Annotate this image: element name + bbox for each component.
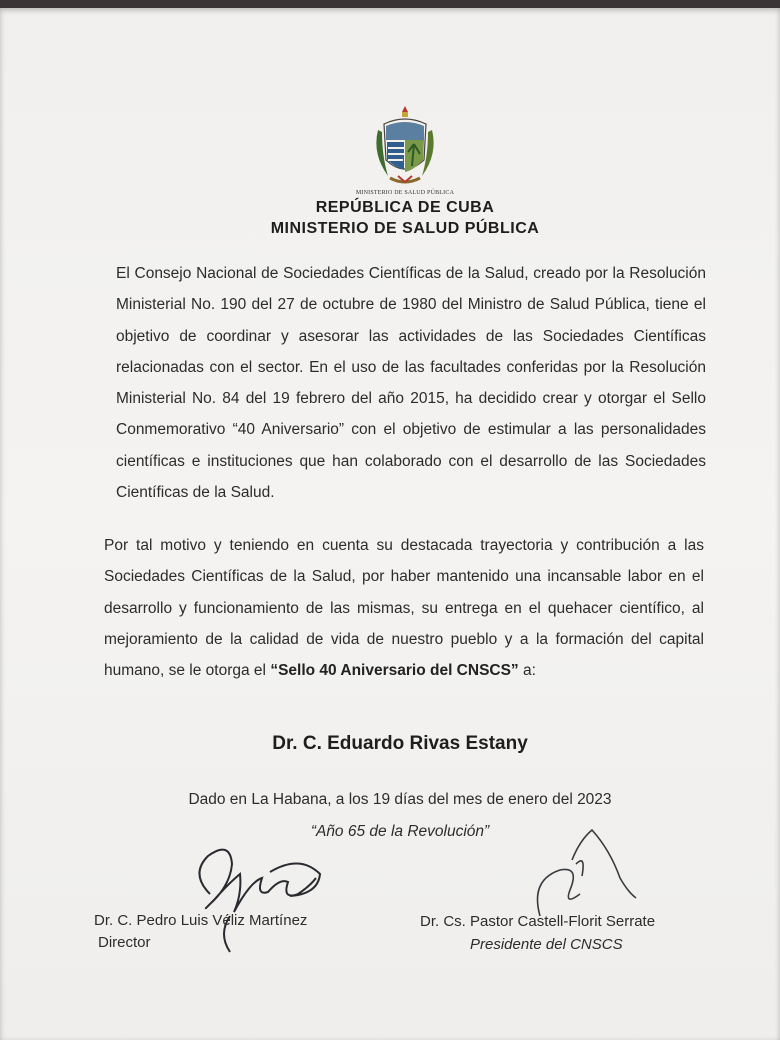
signature-1-image [170, 834, 340, 954]
signatory-1-name: Dr. C. Pedro Luis Véliz Martínez [94, 912, 308, 929]
document-page [0, 8, 780, 1040]
honoree-name: Dr. C. Eduardo Rivas Estany [272, 733, 528, 754]
coat-of-arms-icon [368, 104, 442, 190]
paragraph-2-text: Por tal motivo y teniendo en cuenta su destacada trayectoria y contribución a las Sociedades Científicas de la Salud, por haber mantenido una incansable labor en el desarrollo y funcionamiento de las mismas, su entrega en el quehacer científico, al mejoramiento de la calidad de vida de nuestro pueblo y a la formación del capital humano, se le otorga el [104, 537, 704, 680]
signatory-1-role: Director [98, 934, 151, 951]
country-heading: REPÚBLICA DE CUBA [315, 199, 495, 216]
crest-caption: MINISTERIO DE SALUD PÚBLICA [355, 190, 455, 196]
year-motto: “Año 65 de la Revolución” [310, 823, 490, 840]
signatory-2-name: Dr. Cs. Pastor Castell-Florit Serrate [420, 913, 656, 930]
body-paragraph-2 [104, 530, 704, 686]
body-paragraph-1: El Consejo Nacional de Sociedades Científicas de la Salud, creado por la Resolución Ministerial No. 190 del 27 de octubre de 1980 del Ministro de Salud Pública, tiene el objetivo de coordinar y asesorar las actividades de las Sociedades Científicas relacionadas con el sector. En el uso de las facultades conferidas por la Resolución Ministerial No. 84 del 19 febrero del año 2015, ha decidido crear y otorgar el Sello Conmemorativo “40 Aniversario” con el objetivo de estimular a las personalidades científicas e instituciones que han colaborado con el desarrollo de las Sociedades Científicas de la Salud. [116, 265, 706, 502]
award-name: “Sello 40 Aniversario del CNSCS” [270, 662, 519, 680]
place-date: Dado en La Habana, a los 19 días del mes de enero del 2023 [188, 791, 612, 808]
paragraph-2-end: a: [518, 662, 536, 680]
ministry-heading: MINISTERIO DE SALUD PÚBLICA [270, 220, 540, 237]
signatory-2-role: Presidente del CNSCS [470, 936, 623, 953]
